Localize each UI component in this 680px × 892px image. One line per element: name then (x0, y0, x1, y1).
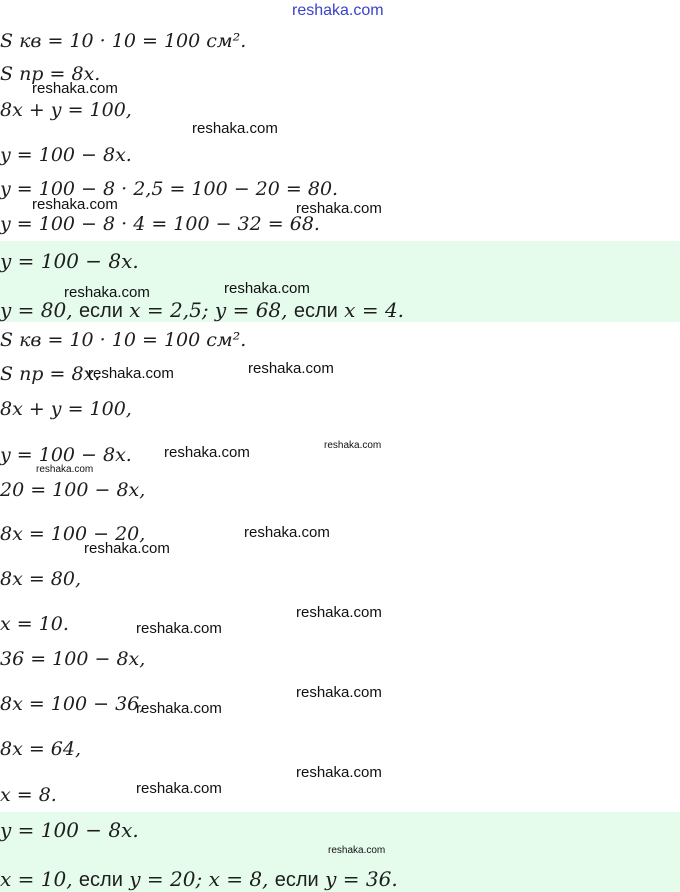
watermark: reshaka.com (296, 200, 382, 217)
watermark: reshaka.com (296, 764, 382, 781)
formula-line: S кв = 10 · 10 = 100 см². (0, 30, 247, 52)
answer-line: y = 80, если x = 2,5; y = 68, если x = 4. (0, 298, 405, 322)
watermark: reshaka.com (328, 845, 386, 856)
watermark: reshaka.com (296, 604, 382, 621)
watermark: reshaka.com (32, 80, 118, 97)
formula-line: y = 100 − 8x. (0, 144, 132, 166)
watermark: reshaka.com (164, 444, 250, 461)
watermark: reshaka.com (248, 360, 334, 377)
watermark: reshaka.com (32, 196, 118, 213)
watermark: reshaka.com (296, 684, 382, 701)
answer-line: x = 10, если y = 20; x = 8, если y = 36. (0, 867, 398, 891)
watermark: reshaka.com (36, 464, 94, 475)
site-logo[interactable]: reshaka.com (292, 2, 384, 19)
watermark: reshaka.com (88, 365, 174, 382)
formula-line: 8x = 64, (0, 738, 82, 760)
formula-line: 8x = 100 − 20, (0, 523, 146, 545)
watermark: reshaka.com (244, 524, 330, 541)
formula-line: 20 = 100 − 8x, (0, 479, 146, 501)
formula-line: S пр = 8x. (0, 63, 101, 85)
formula-line: 8x + y = 100, (0, 398, 132, 420)
watermark: reshaka.com (192, 120, 278, 137)
formula-line: 8x = 80, (0, 568, 82, 590)
formula-line: 36 = 100 − 8x, (0, 648, 146, 670)
watermark: reshaka.com (136, 700, 222, 717)
formula-line: y = 100 − 8 · 4 = 100 − 32 = 68. (0, 213, 320, 235)
watermark: reshaka.com (136, 620, 222, 637)
formula-line: 8x = 100 − 36, (0, 693, 146, 715)
formula-line: x = 8. (0, 784, 57, 806)
answer-line: y = 100 − 8x. (0, 818, 139, 842)
watermark: reshaka.com (64, 284, 150, 301)
answer-line: y = 100 − 8x. (0, 249, 139, 273)
formula-line: x = 10. (0, 613, 69, 635)
watermark: reshaka.com (136, 780, 222, 797)
formula-line: 8x + y = 100, (0, 99, 132, 121)
formula-line: S кв = 10 · 10 = 100 см². (0, 329, 247, 351)
watermark: reshaka.com (224, 280, 310, 297)
watermark: reshaka.com (84, 540, 170, 557)
watermark: reshaka.com (324, 440, 382, 451)
formula-line: y = 100 − 8 · 2,5 = 100 − 20 = 80. (0, 178, 339, 200)
formula-line: S пр = 8x. (0, 363, 101, 385)
formula-line: y = 100 − 8x. (0, 444, 132, 466)
